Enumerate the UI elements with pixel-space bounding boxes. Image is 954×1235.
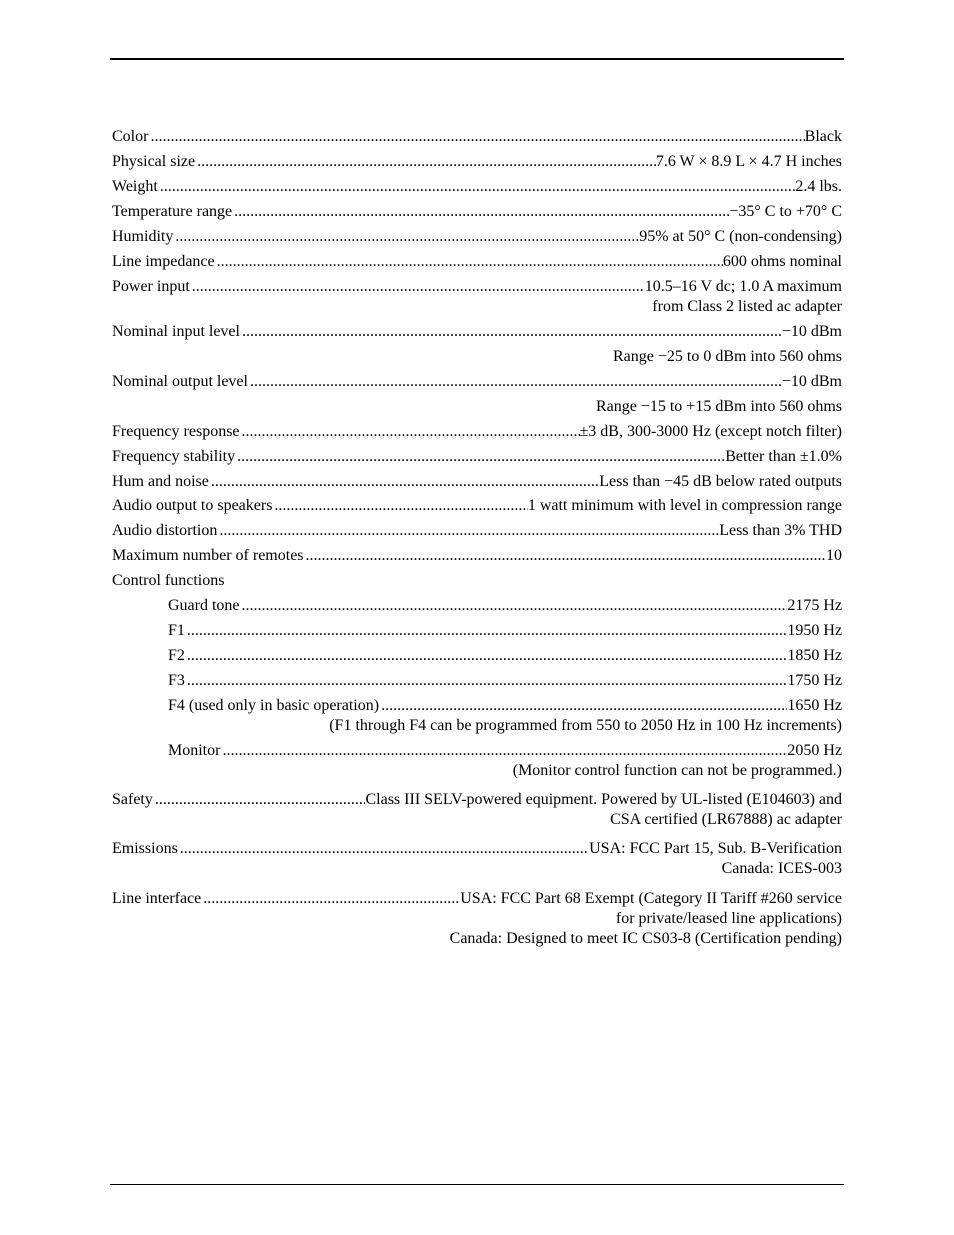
- control-item-f2: [112, 646, 842, 671]
- control-note: (Monitor control function can not be programmed.): [512, 762, 842, 779]
- spec-item-audio-distortion: [112, 521, 842, 546]
- dot-leader: [185, 671, 787, 691]
- control-item-monitor: [112, 741, 842, 790]
- dot-leader: [240, 422, 580, 442]
- compliance-value: USA: FCC Part 15, Sub. B-Verification: [589, 840, 842, 857]
- dot-leader: [248, 372, 782, 392]
- compliance-label: Line interface: [112, 890, 202, 907]
- dot-leader: [158, 177, 796, 197]
- dot-leader: [220, 741, 787, 761]
- spec-label: Nominal output level: [112, 373, 248, 390]
- control-label: F1: [168, 622, 185, 639]
- specifications-list: [112, 127, 842, 949]
- spec-item-frequency-response: [112, 422, 842, 447]
- control-item-f1: [112, 621, 842, 646]
- spec-value: −10 dBm: [781, 373, 842, 390]
- spec-value: 95% at 50° C (non-condensing): [639, 228, 842, 245]
- dot-leader: [304, 546, 826, 566]
- compliance-item-line-interface: [112, 889, 842, 949]
- spec-item-power-input: [112, 277, 842, 322]
- compliance-value: USA: FCC Part 68 Exempt (Category II Tariff #260 service: [460, 890, 842, 907]
- dot-leader: [190, 277, 645, 297]
- spec-label: Temperature range: [112, 203, 233, 220]
- spec-value: Better than ±1.0%: [725, 448, 842, 465]
- spec-item-line-impedance: [112, 252, 842, 277]
- control-value: 1950 Hz: [787, 622, 842, 639]
- dot-leader: [173, 227, 639, 247]
- spec-value: Black: [804, 128, 842, 145]
- spec-value: 7.6 W × 8.9 L × 4.7 H inches: [655, 153, 842, 170]
- spec-value: 10.5–16 V dc; 1.0 A maximum: [644, 278, 842, 295]
- control-label: Guard tone: [168, 597, 240, 614]
- spec-value: Less than −45 dB below rated outputs: [599, 473, 842, 490]
- dot-leader: [201, 889, 460, 909]
- dot-leader: [195, 152, 656, 172]
- spec-label: Hum and noise: [112, 473, 209, 490]
- dot-leader: [240, 596, 788, 616]
- compliance-continuation: Canada: ICES-003: [721, 860, 842, 877]
- spec-value: −10 dBm: [781, 323, 842, 340]
- control-value: 1650 Hz: [787, 697, 842, 714]
- dot-leader: [185, 646, 787, 666]
- spec-label: Power input: [112, 278, 190, 295]
- spec-label: Frequency stability: [112, 448, 236, 465]
- header-rule: [110, 58, 844, 60]
- control-value: 1750 Hz: [787, 672, 842, 689]
- spec-value: 10: [826, 547, 842, 564]
- spec-item-color: [112, 127, 842, 152]
- control-value: 2175 Hz: [787, 597, 842, 614]
- compliance-value: Class III SELV-powered equipment. Powered by UL-listed (E104603) and: [365, 791, 842, 808]
- control-note: (F1 through F4 can be programmed from 550 to 2050 Hz in 100 Hz increments): [329, 717, 842, 734]
- control-value: 2050 Hz: [787, 742, 842, 759]
- control-item-f4: [112, 696, 842, 741]
- spec-item-maximum-remotes: [112, 546, 842, 571]
- dot-leader: [215, 252, 723, 272]
- control-value: 1850 Hz: [787, 647, 842, 664]
- spec-label: Weight: [112, 178, 158, 195]
- spec-value: −35° C to +70° C: [729, 203, 842, 220]
- spec-label: Physical size: [112, 153, 196, 170]
- spec-label: Maximum number of remotes: [112, 547, 304, 564]
- dot-leader: [240, 322, 782, 342]
- spec-value: 1 watt minimum with level in compression range: [527, 497, 842, 514]
- spec-label: Audio output to speakers: [112, 497, 273, 514]
- dot-leader: [209, 472, 599, 492]
- control-label: Monitor: [168, 742, 221, 759]
- spec-item-nominal-output-level: [112, 372, 842, 422]
- spec-label: Nominal input level: [112, 323, 240, 340]
- control-functions-heading: Control functions: [112, 572, 225, 589]
- spec-continuation: Range −15 to +15 dBm into 560 ohms: [595, 398, 842, 415]
- spec-continuation: Range −25 to 0 dBm into 560 ohms: [612, 348, 842, 365]
- dot-leader: [148, 127, 804, 147]
- spec-label: Line impedance: [112, 253, 215, 270]
- compliance-continuation: Canada: Designed to meet IC CS03-8 (Certification pending): [449, 930, 842, 947]
- spec-item-physical-size: [112, 152, 842, 177]
- compliance-continuation: for private/leased line applications): [615, 910, 842, 927]
- control-item-f3: [112, 671, 842, 696]
- control-label: F3: [168, 672, 185, 689]
- dot-leader: [153, 790, 366, 810]
- control-item-guard-tone: [112, 596, 842, 621]
- spec-item-audio-output: [112, 496, 842, 521]
- spec-item-weight: [112, 177, 842, 202]
- spec-continuation: from Class 2 listed ac adapter: [652, 298, 842, 315]
- compliance-continuation: CSA certified (LR67888) ac adapter: [610, 811, 842, 828]
- spec-item-hum-and-noise: [112, 472, 842, 496]
- spec-label: Frequency response: [112, 423, 240, 440]
- spec-item-temperature-range: [112, 202, 842, 227]
- dot-leader: [185, 621, 787, 641]
- compliance-item-emissions: [112, 839, 842, 889]
- dot-leader: [379, 696, 787, 716]
- control-label: F2: [168, 647, 185, 664]
- spec-label: Audio distortion: [112, 522, 218, 539]
- spec-item-nominal-input-level: [112, 322, 842, 372]
- footer-rule: [110, 1184, 844, 1185]
- dot-leader: [232, 202, 729, 222]
- dot-leader: [217, 521, 719, 541]
- control-label: F4 (used only in basic operation): [168, 697, 380, 714]
- compliance-label: Safety: [112, 791, 153, 808]
- dot-leader: [178, 839, 589, 859]
- spec-value: 2.4 lbs.: [795, 178, 842, 195]
- spec-item-frequency-stability: [112, 447, 842, 472]
- spec-label: Humidity: [112, 228, 174, 245]
- spec-value: ±3 dB, 300-3000 Hz (except notch filter): [579, 423, 842, 440]
- spec-item-humidity: [112, 227, 842, 252]
- spec-value: 600 ohms nominal: [722, 253, 842, 270]
- dot-leader: [235, 447, 725, 467]
- compliance-label: Emissions: [112, 840, 178, 857]
- compliance-item-safety: [112, 790, 842, 839]
- dot-leader: [272, 496, 527, 516]
- spec-value: Less than 3% THD: [719, 522, 842, 539]
- spec-label: Color: [112, 128, 149, 145]
